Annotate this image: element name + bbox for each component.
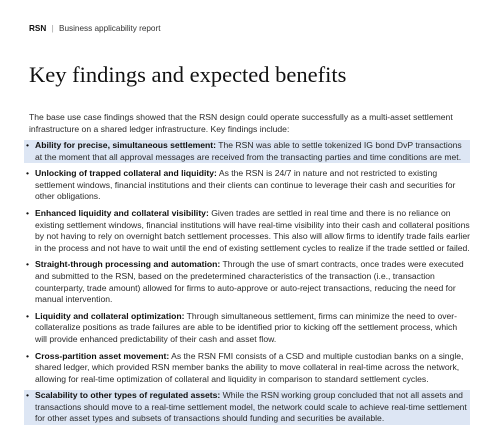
finding-item <box>24 390 470 425</box>
bullet-icon: • <box>26 350 30 361</box>
section-label: Business applicability report <box>59 24 161 33</box>
finding-text: The RSN was able to settle tokenized IG bond DvP transactions at the moment that all approval messages are received from the transacting parties and time conditions are met. <box>35 140 462 162</box>
bullet-icon: • <box>26 310 30 321</box>
finding-text: As the RSN is 24/7 in nature and not restricted to existing settlement windows, financial institutions and their clients can continue to leverage their cash and securities for other obligations. <box>35 168 456 202</box>
finding-item <box>24 208 470 254</box>
finding-item <box>24 259 470 305</box>
report-header <box>29 24 160 33</box>
finding-text: Through simultaneous settlement, firms can minimize the need to over-collateralize positions as trade failures are able to be identified prior to kicking off the settlement process, which will provide enhanced predictability of their cash and asset flow. <box>35 310 458 344</box>
finding-item <box>24 311 470 346</box>
finding-item <box>24 140 470 163</box>
finding-lead: Unlocking of trapped collateral and liquidity: <box>35 168 217 179</box>
finding-lead: Cross-partition asset movement: <box>35 350 170 361</box>
finding-lead: Scalability to other types of regulated assets: <box>35 390 221 401</box>
finding-text: As the RSN FMI consists of a CSD and multiple custodian banks on a single, shared ledger, which provided RSN member banks the ability to move collateral in real-time across the network, allowing for real-time optimization of collateral and liquidity in comparison to standard settlement cycles. <box>35 350 464 384</box>
finding-lead: Ability for precise, simultaneous settlement: <box>35 140 216 150</box>
finding-lead: Straight-through processing and automation: <box>35 259 221 270</box>
finding-text: Through the use of smart contracts, once trades were executed and submitted to the RSN, based on the predetermined characteristics of the transaction (i.e., transaction counterparty, trade amount) allowed for firms to auto-approve or auto-reject transactions, reducing the need for manual intervention. <box>35 259 464 305</box>
finding-lead: Enhanced liquidity and collateral visibility: <box>35 207 209 218</box>
bullet-icon: • <box>26 207 30 218</box>
header-separator: | <box>51 24 54 33</box>
findings-list <box>24 140 470 430</box>
finding-text: While the RSN working group concluded that not all assets and transactions should move to a real-time settlement model, the network could scale to achieve real-time settlement for other asset types and subsets of transactions should funding and securities be available. <box>35 390 467 424</box>
finding-lead: Liquidity and collateral optimization: <box>35 310 185 321</box>
brand-label: RSN <box>29 24 47 33</box>
finding-item <box>24 168 470 203</box>
finding-item <box>24 351 470 386</box>
bullet-icon: • <box>26 140 30 150</box>
bullet-icon: • <box>26 390 30 401</box>
bullet-icon: • <box>26 259 30 270</box>
intro-paragraph: The base use case findings showed that the RSN design could operate successfully as a multi-asset settlement infrastructure on a shared ledger infrastructure. Key findings include: <box>29 112 453 134</box>
page-title: Key findings and expected benefits <box>29 62 347 87</box>
finding-text: Given trades are settled in real time and there is no reliance on existing settlement windows, financial institutions will have real-time visibility into their cash and collateral positions by not having to rely on overnight batch settlement processes. This also will allow firms to identify trade fails earlier in the process and not have to wait until the end of existing settlement cycles to realize if the trade settled or failed. <box>35 207 470 253</box>
bullet-icon: • <box>26 168 30 179</box>
